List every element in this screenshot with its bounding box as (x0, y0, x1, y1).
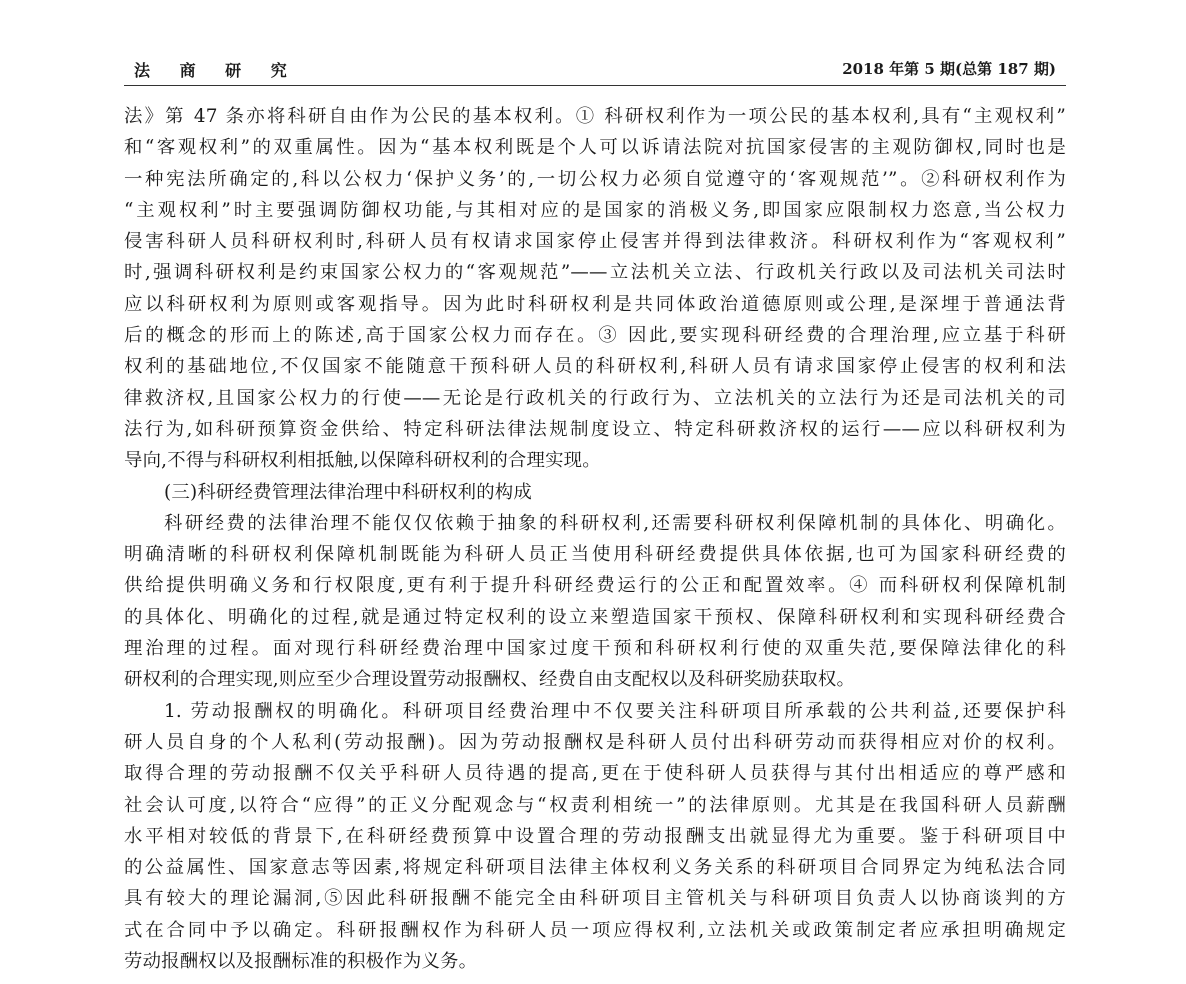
text-line: 后的概念的形而上的陈述,高于国家公权力而存在。③ 因此,要实现科研经费的合理治理,应立基于科研 (124, 325, 1066, 347)
text-line: 具有较大的理论漏洞,⑤因此科研报酬不能完全由科研项目主管机关与科研项目负责人以协商谈判的方 (124, 888, 1066, 910)
issue-info: 2018 年第 5 期(总第 187 期) (842, 60, 1056, 78)
section-heading: (三)科研经费管理法律治理中科研权利的构成 (164, 481, 532, 503)
text-line: 科研经费的法律治理不能仅仅依赖于抽象的科研权利,还需要科研权利保障机制的具体化、明确化。 (164, 512, 1066, 534)
text-line: 侵害科研人员科研权利时,科研人员有权请求国家停止侵害并得到法律救济。科研权利作为“客观权利” (124, 231, 1066, 253)
text-line: 导向,不得与科研权利相抵触,以保障科研权利的合理实现。 (124, 450, 601, 472)
text-line: 明确清晰的科研权利保障机制既能为科研人员正当使用科研经费提供具体依据,也可为国家科研经费的 (124, 544, 1066, 566)
text-line: 式在合同中予以确定。科研报酬权作为科研人员一项应得权利,立法机关或政策制定者应承担明确规定 (124, 919, 1066, 941)
text-line: 劳动报酬权以及报酬标准的积极作为义务。 (124, 951, 478, 973)
text-line: 时,强调科研权利是约束国家公权力的“客观规范”——立法机关立法、行政机关行政以及司法机关司法时 (124, 262, 1066, 284)
article-body (124, 101, 1066, 977)
text-line: 研权利的合理实现,则应至少合理设置劳动报酬权、经费自由支配权以及科研奖励获取权。 (124, 669, 856, 691)
text-line: 权利的基础地位,不仅国家不能随意干预科研人员的科研权利,科研人员有请求国家停止侵害的权利和法 (124, 356, 1066, 378)
running-header (124, 54, 1066, 82)
header-rule (124, 85, 1066, 86)
text-line: 法行为,如科研预算资金供给、特定科研法律法规制度设立、特定科研救济权的运行——应以科研权利为 (124, 418, 1066, 440)
text-line: 供给提供明确义务和行权限度,更有利于提升科研经费运行的公正和配置效率。④ 而科研权利保障机制 (124, 575, 1066, 597)
text-line: “主观权利”时主要强调防御权功能,与其相对应的是国家的消极义务,即国家应限制权力恣意,当公权力 (124, 199, 1066, 221)
journal-name: 法 商 研 究 (134, 61, 299, 80)
text-line: 和“客观权利”的双重属性。因为“基本权利既是个人可以诉请法院对抗国家侵害的主观防御权,同时也是 (124, 137, 1066, 159)
text-line: 的公益属性、国家意志等因素,将规定科研项目法律主体权利义务关系的科研项目合同界定为纯私法合同 (124, 857, 1066, 879)
text-line: 取得合理的劳动报酬不仅关乎科研人员待遇的提高,更在于使科研人员获得与其付出相适应的尊严感和 (124, 763, 1066, 785)
text-line: 研人员自身的个人私利(劳动报酬)。因为劳动报酬权是科研人员付出科研劳动而获得相应对价的权利。 (124, 731, 1066, 753)
text-line: 理治理的过程。面对现行科研经费治理中国家过度干预和科研权利行使的双重失范,要保障法律化的科 (124, 638, 1066, 660)
text-line: 1. 劳动报酬权的明确化。科研项目经费治理中不仅要关注科研项目所承载的公共利益,还要保护科 (164, 700, 1066, 722)
text-line: 水平相对较低的背景下,在科研经费预算中设置合理的劳动报酬支出就显得尤为重要。鉴于科研项目中 (124, 825, 1066, 847)
text-line: 社会认可度,以符合“应得”的正义分配观念与“权责利相统一”的法律原则。尤其是在我国科研人员薪酬 (124, 794, 1066, 816)
text-line: 应以科研权利为原则或客观指导。因为此时科研权利是共同体政治道德原则或公理,是深埋于普通法背 (124, 293, 1066, 315)
text-line: 一种宪法所确定的,科以公权力‘保护义务’的,一切公权力必须自觉遵守的‘客观规范’”。②科研权利作为 (124, 168, 1066, 190)
text-line: 的具体化、明确化的过程,就是通过特定权利的设立来塑造国家干预权、保障科研权利和实现科研经费合 (124, 606, 1066, 628)
text-line: 法》第 47 条亦将科研自由作为公民的基本权利。① 科研权利作为一项公民的基本权利,具有“主观权利” (124, 106, 1066, 127)
text-line: 律救济权,且国家公权力的行使——无论是行政机关的行政行为、立法机关的立法行为还是司法机关的司 (124, 387, 1066, 409)
